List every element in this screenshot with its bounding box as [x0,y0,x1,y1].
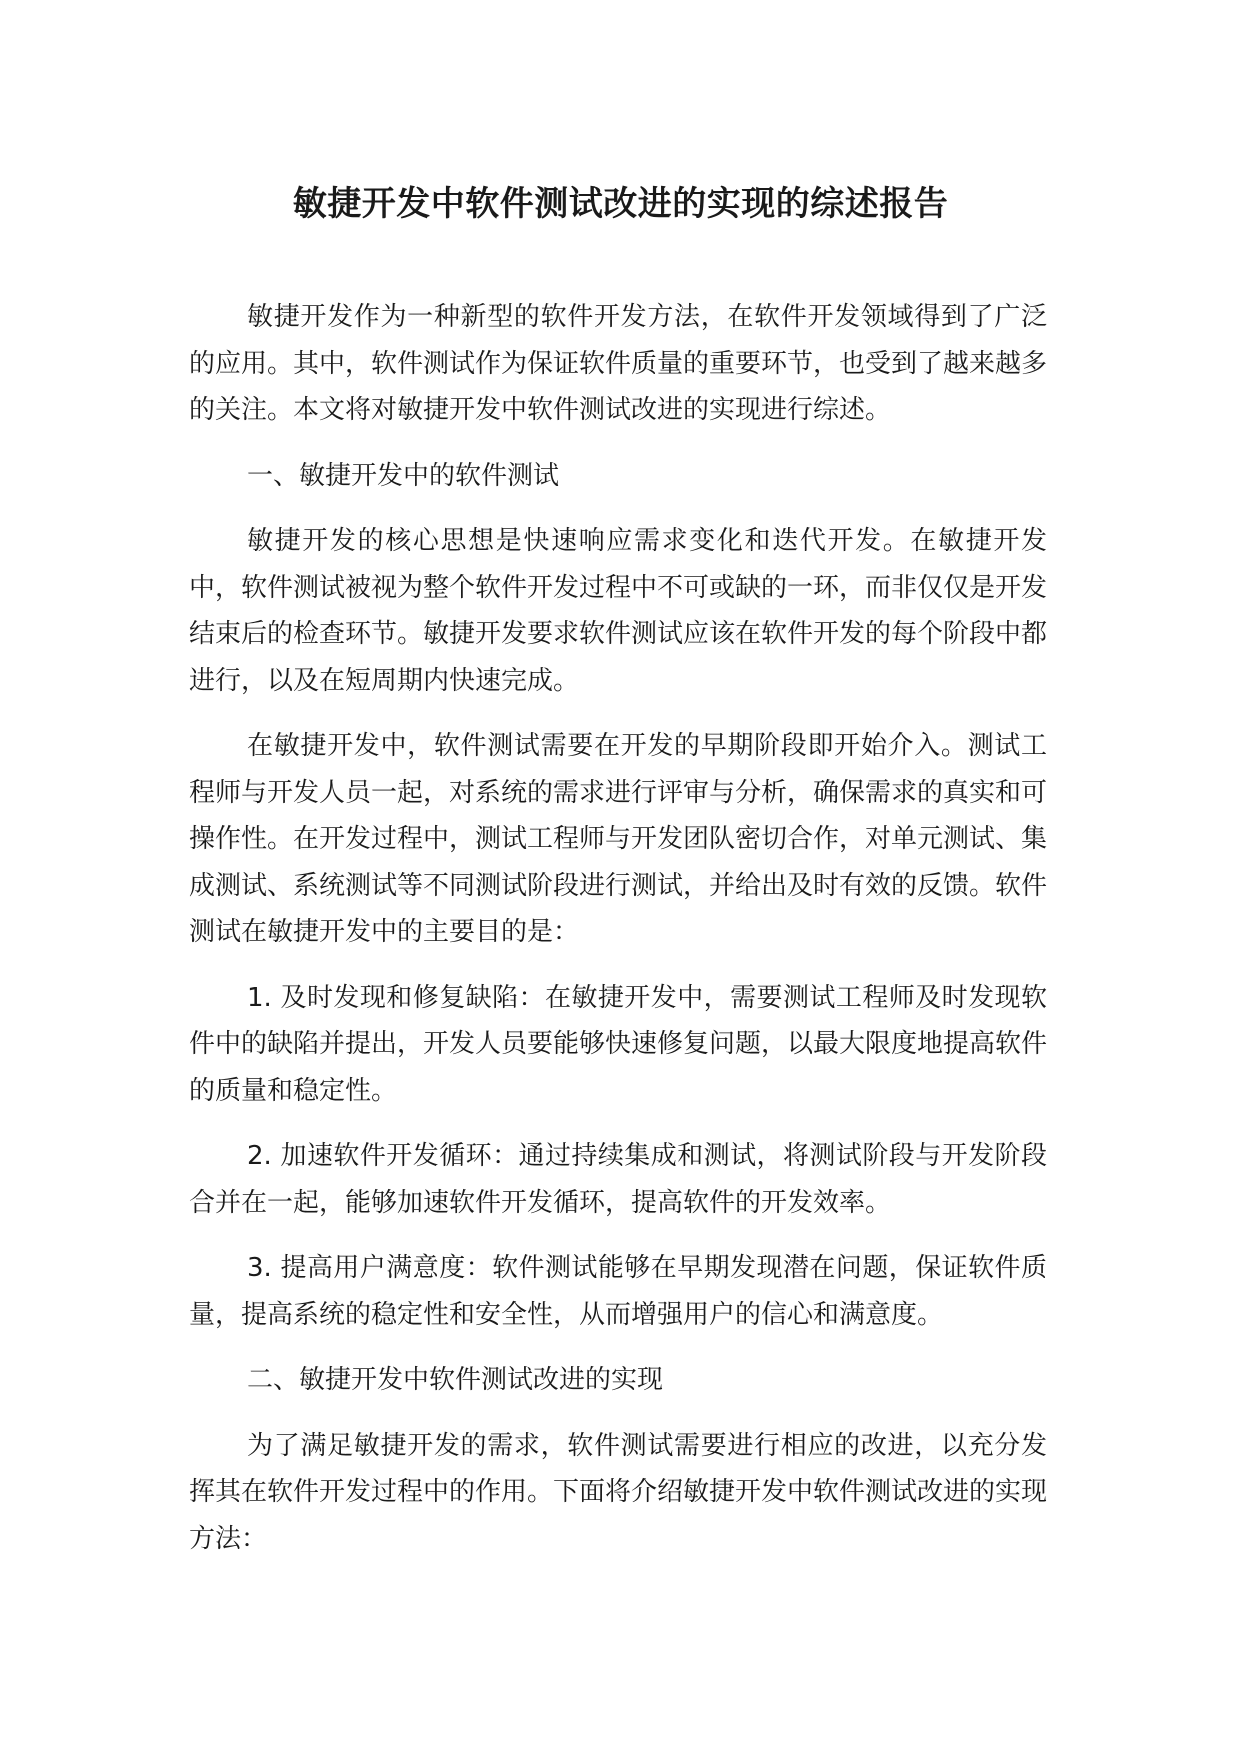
list-item-1: 1. 及时发现和修复缺陷：在敏捷开发中，需要测试工程师及时发现软件中的缺陷并提出，开发人员要能够快速修复问题，以最大限度地提高软件的质量和稳定性。 [189,982,1048,1106]
paragraph-early-involvement: 在敏捷开发中，软件测试需要在开发的早期阶段即开始介入。测试工程师与开发人员一起，对系统的需求进行评审与分析，确保需求的真实和可操作性。在开发过程中，测试工程师与开发团队密切合作，对单元测试、集成测试、系统测试等不同测试阶段进行测试，并给出及时有效的反馈。软件测试在敏捷开发中的主要目的是： [189,731,1048,947]
section-heading-1: 一、敏捷开发中的软件测试 [247,460,560,491]
paragraph-intro: 敏捷开发作为一种新型的软件开发方法，在软件开发领域得到了广泛的应用。其中，软件测试作为保证软件质量的重要环节，也受到了越来越多的关注。本文将对敏捷开发中软件测试改进的实现进行综述。 [189,302,1048,425]
paragraph-core-idea: 敏捷开发的核心思想是快速响应需求变化和迭代开发。在敏捷开发中，软件测试被视为整个软件开发过程中不可或缺的一环，而非仅仅是开发结束后的检查环节。敏捷开发要求软件测试应该在软件开发的每个阶段中都进行，以及在短周期内快速完成。 [189,526,1048,696]
document-title: 敏捷开发中软件测试改进的实现的综述报告 [292,184,949,224]
section-heading-2: 二、敏捷开发中软件测试改进的实现 [247,1365,664,1395]
list-item-3: 3. 提高用户满意度：软件测试能够在早期发现潜在问题，保证软件质量，提高系统的稳定性和安全性，从而增强用户的信心和满意度。 [189,1253,1047,1330]
list-item-2: 2. 加速软件开发循环：通过持续集成和测试，将测试阶段与开发阶段合并在一起，能够加速软件开发循环，提高软件的开发效率。 [189,1141,1047,1218]
document-body [189,294,1047,1581]
paragraph-improvement: 为了满足敏捷开发的需求，软件测试需要进行相应的改进，以充分发挥其在软件开发过程中的作用。下面将介绍敏捷开发中软件测试改进的实现方法： [189,1430,1048,1554]
